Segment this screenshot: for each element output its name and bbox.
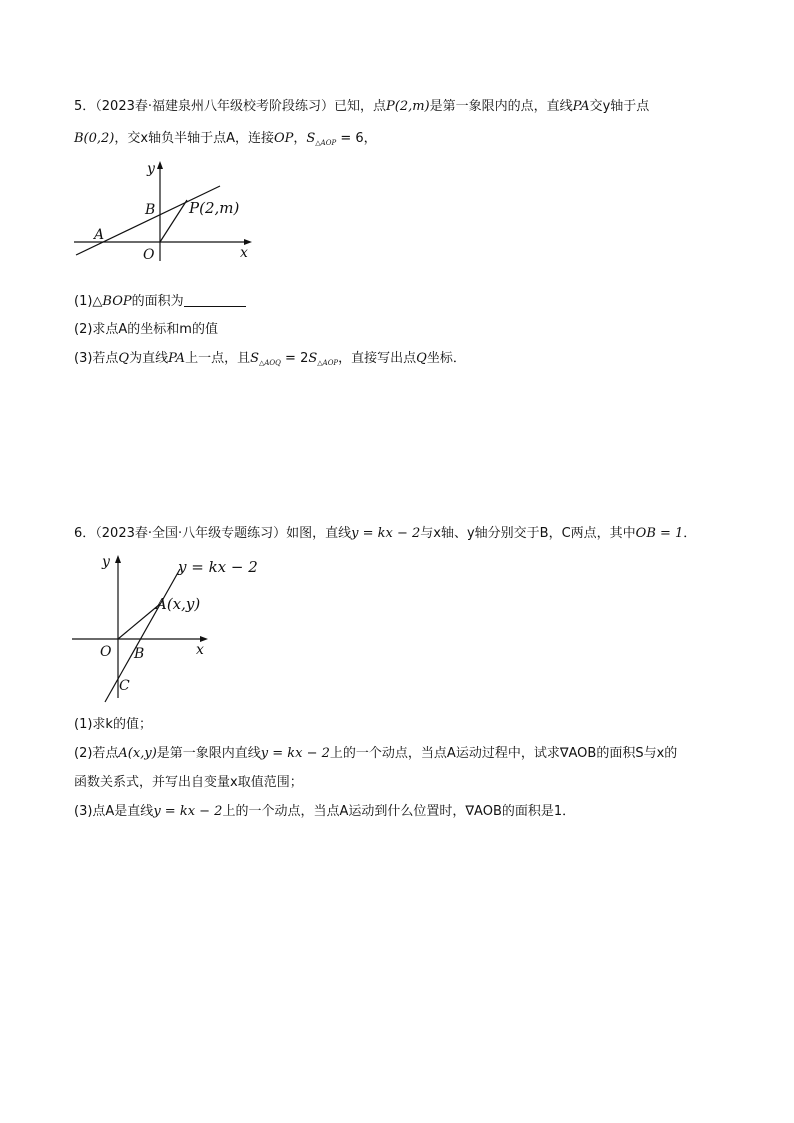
q5-b-label: B xyxy=(145,202,156,218)
q5-eq: = 2 xyxy=(280,351,309,366)
q5-text: 是第一象限内的点，直线 xyxy=(429,99,573,114)
q6-figure xyxy=(68,550,258,710)
q5-pa: PA xyxy=(572,99,590,114)
q6-segment-oa xyxy=(118,604,160,639)
q5-segment-op xyxy=(160,200,187,242)
q5-q2: Q xyxy=(416,351,427,366)
q5-sub1-prefix: (1)△ xyxy=(74,294,103,309)
q5-area-val: = 6， xyxy=(336,131,377,146)
q6-intro: 6．（2023春·全国·八年级专题练习）如图，直线 xyxy=(74,526,352,541)
q5-line1 xyxy=(74,98,649,116)
q6-sub3-prefix: (3)点A是直线 xyxy=(74,804,154,819)
q5-s2-sub: △AOP xyxy=(317,359,339,367)
q5-sub3-mid: 为直线 xyxy=(129,351,169,366)
q6-line-label: y = kx − 2 xyxy=(178,558,258,576)
q5-op: OP xyxy=(273,131,294,146)
q6-sub2 xyxy=(74,745,677,763)
q6-point-a: A(x,y) xyxy=(118,746,157,761)
q6-y-arrow xyxy=(115,555,121,563)
q6-a-label: A(x,y) xyxy=(156,595,201,613)
q6-x-label: x xyxy=(196,642,204,658)
q5-sub3-end: 坐标． xyxy=(426,351,466,366)
q5-point-b: B(0,2) xyxy=(74,131,115,146)
q5-o-label: O xyxy=(143,247,155,263)
q5-p-label: P(2,m) xyxy=(189,199,240,217)
q5-text2: 交y轴于点 xyxy=(589,99,650,114)
q5-sub3-mid2: 上一点，且 xyxy=(185,351,251,366)
q6-sub1-text: (1)求k的值； xyxy=(74,717,152,732)
q5-line-pa xyxy=(76,186,220,255)
q5-line2: B(0,2)，交x轴负半轴于点A，连接OP，$S_{\triangle AOP} = 6$， xyxy=(74,131,377,147)
q5-sub3 xyxy=(74,350,466,372)
q6-sub2-line2 xyxy=(74,774,303,792)
q6-sub2-prefix: (2)若点 xyxy=(74,746,119,761)
q5-y-arrow xyxy=(157,161,163,169)
q6-line1 xyxy=(74,525,696,543)
answer-blank[interactable] xyxy=(184,294,246,307)
q5-s1-sub: △AOQ xyxy=(258,359,281,367)
q5-sub2 xyxy=(74,321,218,339)
q5-sub1-suffix: 的面积为 xyxy=(131,294,184,309)
q6-sub1 xyxy=(74,716,152,734)
q5-bop: BOP xyxy=(102,294,132,309)
q6-end: ． xyxy=(683,526,697,541)
q6-line xyxy=(105,569,180,702)
q5-s1: S xyxy=(250,351,259,366)
q5-sub3-pa: PA xyxy=(168,351,186,366)
q5-text3: ，交x轴负半轴于点A，连接 xyxy=(114,131,274,146)
q6-text: 与x轴、y轴分别交于B，C两点，其中 xyxy=(420,526,636,541)
q6-sub2-line2-text: 函数关系式，并写出自变量x取值范围； xyxy=(74,775,303,790)
q6-y-label: y xyxy=(102,554,110,570)
q5-y-label: y xyxy=(147,161,155,177)
q5-area-sub: △AOP xyxy=(315,139,337,147)
q5-q: Q xyxy=(118,351,130,366)
q5-a-label: A xyxy=(94,227,105,243)
q5-figure xyxy=(70,155,260,265)
q5-intro: 5．（2023春·福建泉州八年级校考阶段练习）已知，点 xyxy=(74,99,386,114)
q6-ob: OB = 1 xyxy=(635,526,684,541)
q5-sub2-text: (2)求点A的坐标和m的值 xyxy=(74,322,218,337)
q6-sub3-eq: y = kx − 2 xyxy=(153,804,223,819)
q5-point-p: P(2,m) xyxy=(386,99,430,114)
q6-sub2-suffix: 上的一个动点，当点A运动过程中，试求∇AOB的面积S与x的 xyxy=(329,746,678,761)
q6-sub2-mid: 是第一象限内直线 xyxy=(156,746,261,761)
q6-sub3 xyxy=(74,803,575,821)
q5-area-s: S xyxy=(306,131,316,146)
q6-c-label: C xyxy=(119,678,130,694)
q6-o-label: O xyxy=(100,644,112,660)
q6-b-label: B xyxy=(134,646,145,662)
q5-x-label: x xyxy=(240,245,248,261)
q6-sub2-eq: y = kx − 2 xyxy=(260,746,330,761)
q5-s2: S xyxy=(308,351,318,366)
q6-sub3-suffix: 上的一个动点，当点A运动到什么位置时，∇AOB的面积是1． xyxy=(222,804,576,819)
q5-sub3-suffix: ，直接写出点 xyxy=(338,351,417,366)
q5-sub1 xyxy=(74,293,246,311)
q6-eq: y = kx − 2 xyxy=(351,526,421,541)
q5-sub3-prefix: (3)若点 xyxy=(74,351,119,366)
